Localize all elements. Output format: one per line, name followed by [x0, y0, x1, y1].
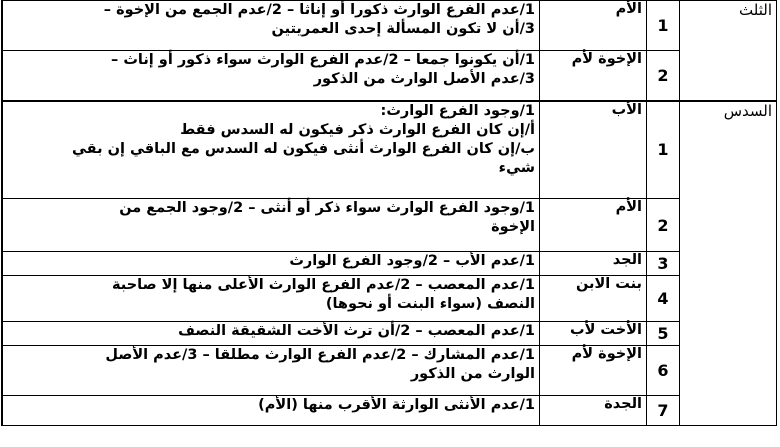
heir-name: الأم	[540, 199, 647, 252]
heir-name: الجدة	[540, 396, 647, 426]
share-label: السدس	[723, 101, 772, 120]
conditions-cell	[2, 51, 540, 101]
condition-line: 1/عدم الأنثى الوارثة الأقرب منها (الأم)	[258, 397, 535, 413]
row-number: 7	[647, 396, 680, 426]
row-number: 1	[647, 1, 680, 51]
conditions-cell	[2, 322, 540, 346]
condition-line: النصف (سواء البنت أو نحوها)	[325, 296, 535, 312]
condition-line: أ/إن كان الفرع الوارث ذكر فيكون له السدس فقط	[180, 121, 535, 138]
heir-name: الإخوة لأم	[540, 51, 647, 101]
heir-name: الإخوة لأم	[540, 346, 647, 396]
share-cell	[680, 1, 777, 101]
row-number: 6	[647, 346, 680, 396]
heir-name: الأخت لأب	[540, 322, 647, 346]
condition-line: 1/وجود الفرع الوارث:	[380, 102, 535, 119]
row-number: 4	[647, 276, 680, 322]
condition-line: 3/عدم الأصل الوارث من الذكور	[313, 71, 535, 87]
condition-line: 1/عدم الأب – 2/وجود الفرع الوارث	[289, 253, 535, 269]
row-number: 3	[647, 252, 680, 276]
row-number: 2	[647, 199, 680, 252]
conditions-cell	[2, 1, 540, 51]
inheritance-table	[1, 0, 777, 426]
condition-line: الإخوة	[491, 219, 535, 235]
heir-name: الجد	[540, 252, 647, 276]
share-label: الثلث	[739, 1, 772, 19]
heir-name: الأب	[540, 101, 647, 199]
condition-line: 1/أن يكونوا جمعا – 2/عدم الفرع الوارث سواء ذكور أو إناث –	[111, 52, 535, 68]
condition-line: 1/عدم المعصب – 2/أن ترث الأخت الشقيقة النصف	[178, 323, 535, 339]
condition-line: شيء	[498, 159, 535, 176]
conditions-cell	[2, 346, 540, 396]
row-number: 2	[647, 51, 680, 101]
conditions-cell	[2, 101, 540, 199]
condition-line: 1/عدم المعصب – 2/عدم الفرع الوارث الأعلى منها إلا صاحبة	[112, 277, 535, 293]
heir-name: بنت الابن	[540, 276, 647, 322]
condition-line: 1/عدم الفرع الوارث ذكورا أو إناثا – 2/عدم الجمع من الإخوة –	[103, 2, 535, 18]
conditions-cell	[2, 252, 540, 276]
condition-line: 1/وجود الفرع الوارث سواء ذكر أو أنثى – 2/وجود الجمع من	[119, 200, 535, 216]
row-number: 5	[647, 322, 680, 346]
conditions-cell	[2, 396, 540, 426]
condition-line: 3/أن لا تكون المسألة إحدى العمريتين	[271, 21, 535, 37]
heir-name: الأم	[540, 1, 647, 51]
condition-line: الوارث من الذكور	[410, 366, 535, 382]
conditions-cell	[2, 276, 540, 322]
condition-line: 1/عدم المشارك – 2/عدم الفرع الوارث مطلقا – 3/عدم الأصل	[105, 347, 535, 363]
conditions-cell	[2, 199, 540, 252]
row-number: 1	[647, 101, 680, 199]
condition-line: ب/إن كان الفرع الوارث أنثى فيكون له السدس مع الباقي إن بقي	[72, 140, 535, 157]
share-cell	[680, 101, 777, 426]
